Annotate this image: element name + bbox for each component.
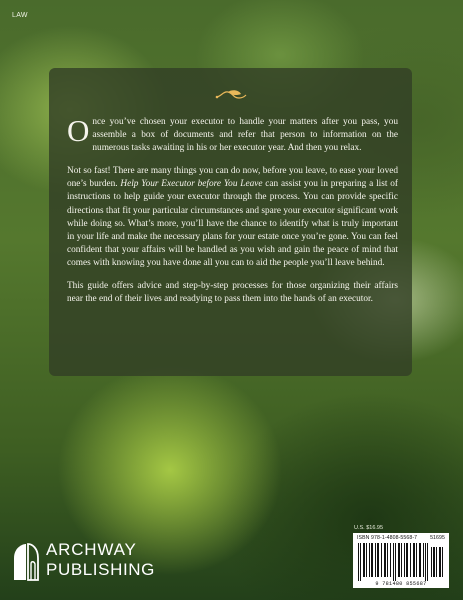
archway-logo-icon xyxy=(12,542,40,582)
paragraph-1-text: nce you’ve chosen your executor to handle your matters after you pass, you assemble a box of documents and refer that person to information on the numerous tasks awaiting in his or her executor year. And then you relax. xyxy=(92,117,398,154)
barcode-digits: 9 781480 855687 xyxy=(375,581,427,587)
book-title-inline: Help Your Executor before You Leave xyxy=(120,179,263,190)
publisher-name: ARCHWAY xyxy=(46,540,137,559)
blurb-paragraph-3: This guide offers advice and step-by-step processes for those organizing their affairs near the end of their lives and readying to pass them into the hands of an executor. xyxy=(67,281,398,305)
barcode xyxy=(353,533,449,588)
blurb-panel xyxy=(49,68,412,376)
paragraph-2-lead: Not so fast! There are many things you can do now, before you leave, to ease your loved one’s burden. xyxy=(67,166,398,190)
category-label: LAW xyxy=(12,12,28,19)
drop-cap: O xyxy=(67,113,90,148)
isbn-text: ISBN 978-1-4808-5568-7 xyxy=(357,535,418,541)
blurb-paragraph-2 xyxy=(67,165,398,270)
leaf-flourish-icon xyxy=(214,88,248,102)
isbn-addon: 51695 xyxy=(430,535,445,541)
price-label: U.S. $16.95 xyxy=(354,525,384,531)
barcode-bars xyxy=(357,543,445,581)
publisher-sub: PUBLISHING xyxy=(46,560,155,579)
isbn-line xyxy=(357,535,445,541)
publisher-logo xyxy=(12,540,162,590)
paragraph-2-rest: can assist you in preparing a list of instructions to help guide your executor through the process. You can provide specific directions that fit your particular circumstances and spare your executor significant work while doing so. What’s more, you’ll have the chance to identify what is truly important in your life and make the necessary plans for your estate once you’re gone. You can feel confident that your affairs will be handled as you wish and gain the peace of mind that comes with knowing you have done all you can to aid the people you’ll leave behind. xyxy=(67,179,398,268)
blurb-paragraph-1 xyxy=(67,113,398,155)
